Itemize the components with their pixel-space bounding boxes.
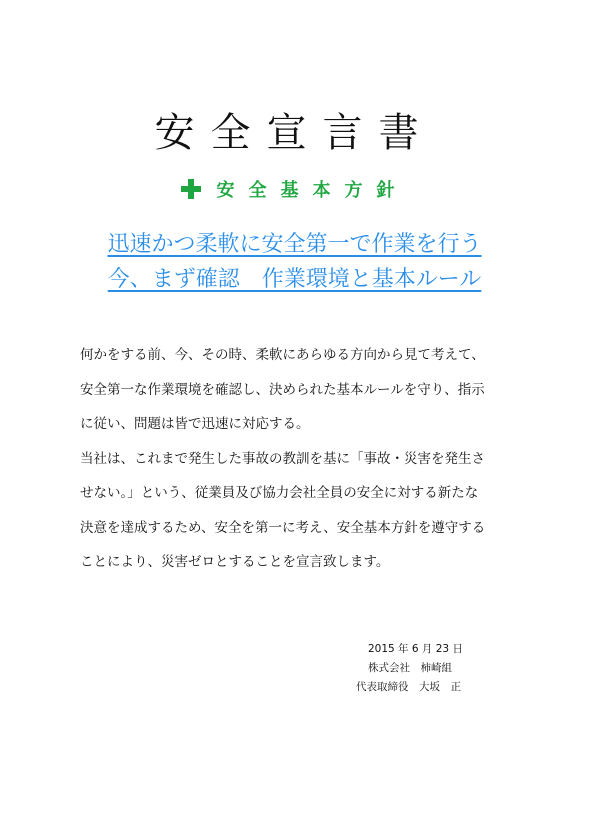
signature-representative: 代表取締役 大坂 正 [356, 681, 461, 693]
body-line: に従い、問題は皆で迅速に対応する。 [80, 416, 310, 432]
document-subtitle: 安全基本方針 [216, 180, 409, 201]
signature-block [340, 640, 500, 697]
body-line: ことにより、災害ゼロとすることを宣言致します。 [80, 554, 390, 570]
signature-date: 2015 年 6 月 23 日 [368, 643, 463, 655]
body-line: せない。」という、従業員及び協力会社全員の安全に対する新たな [80, 485, 479, 501]
body-line: 安全第一な作業環境を確認し、決められた基本ルールを守り、指示 [80, 381, 485, 398]
body-line: 決意を達成するため、安全を第一に考え、安全基本方針を遵守する [80, 519, 486, 536]
body-line: 何かをする前、今、その時、柔軟にあらゆる方向から見て考えて、 [80, 347, 485, 363]
slogan-line-1: 迅速かつ柔軟に安全第一で作業を行う [107, 232, 482, 257]
slogan-line-2: 今、まず確認 作業環境と基本ルール [107, 267, 482, 292]
green-cross-icon [181, 179, 201, 199]
declaration-body [80, 338, 520, 580]
body-line: 当社は、これまで発生した事故の教訓を基に「事故・災害を発生さ [80, 450, 485, 467]
subtitle-row [0, 176, 589, 202]
signature-company: 株式会社 柿崎組 [368, 662, 452, 674]
document-title: 安全宣言書 [154, 110, 435, 156]
